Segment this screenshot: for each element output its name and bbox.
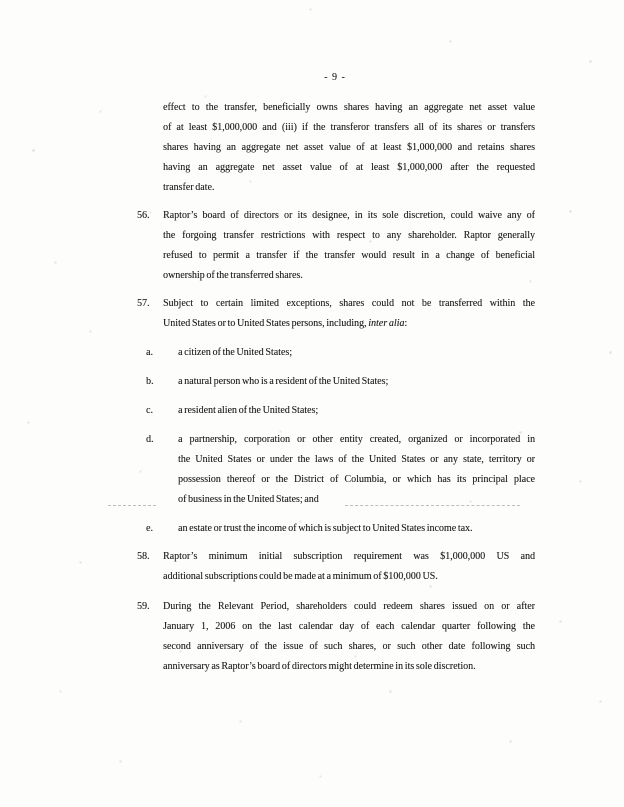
text-line: possession thereof or the District of Columbia, or which has its principal place (178, 474, 535, 485)
text-line: shares having an aggregate net asset value of at least $1,000,000 and retains shares (163, 142, 535, 153)
text-line: Raptor’s board of directors or its designee, in its sole discretion, could waive any of (163, 210, 535, 221)
paragraph-number: 56. (137, 210, 150, 221)
item-letter: a. (146, 347, 153, 358)
text-line: transfer date. (163, 182, 215, 193)
text-line: ownership of the transferred shares. (163, 270, 303, 281)
paragraph-58 (137, 547, 535, 587)
paragraph-number: 57. (137, 298, 150, 309)
text-line: second anniversary of the issue of such shares, or such other date following such (163, 641, 535, 652)
text-line: a resident alien of the United States; (178, 405, 319, 416)
scan-artifact-dashes (345, 505, 520, 506)
list-item-d (146, 430, 535, 510)
text-line: the United States or under the laws of the United States or any state, territory or (178, 454, 535, 465)
paragraph-number: 59. (137, 601, 150, 612)
text-line: January 1, 2006 on the last calendar day of each calendar quarter following the (163, 621, 535, 632)
text-line: additional subscriptions could be made at a minimum of $100,000 US. (163, 571, 438, 582)
page-number: - 9 - (324, 72, 346, 83)
text-line: During the Relevant Period, shareholders could redeem shares issued on or after (163, 601, 535, 612)
scan-noise-speckles (0, 0, 1, 1)
text-line: a citizen of the United States; (178, 347, 293, 358)
item-letter: b. (146, 376, 154, 387)
list-item-b (146, 372, 535, 392)
paragraph-59 (137, 597, 535, 677)
text-line: Raptor’s minimum initial subscription requirement was $1,000,000 US and (163, 551, 535, 562)
paragraph-57 (137, 294, 535, 539)
list-item-c (146, 401, 535, 421)
document-body (137, 98, 535, 677)
paragraph-continuation (163, 98, 535, 198)
item-letter: d. (146, 434, 154, 445)
text-line: an estate or trust the income of which is subject to United States income tax. (178, 523, 473, 534)
text-segment: United States or to United States persons, including, (163, 318, 369, 329)
text-segment: : (404, 318, 408, 329)
text-line: effect to the transfer, beneficially owns shares having an aggregate net asset value (163, 102, 535, 113)
paragraph-56 (137, 206, 535, 286)
list-item-a (146, 343, 535, 363)
list-item-e (146, 519, 535, 539)
text-line: a natural person who is a resident of the United States; (178, 376, 389, 387)
text-line: having an aggregate net asset value of at least $1,000,000 after the requested (163, 162, 535, 173)
text-line (163, 314, 535, 334)
latin-phrase-italic: inter alia (368, 318, 405, 329)
text-line: the forgoing transfer restrictions with respect to any shareholder. Raptor generally (163, 230, 535, 241)
scan-artifact-dashes (108, 505, 156, 506)
text-line: of business in the United States; and (178, 494, 319, 505)
item-letter: c. (146, 405, 153, 416)
item-letter: e. (146, 523, 153, 534)
text-line: of at least $1,000,000 and (iii) if the transferor transfers all of its shares or transfers (163, 122, 535, 133)
text-line: Subject to certain limited exceptions, shares could not be transferred within the (163, 298, 535, 309)
paragraph-number: 58. (137, 551, 150, 562)
text-line: a partnership, corporation or other entity created, organized or incorporated in (178, 434, 535, 445)
text-line: refused to permit a transfer if the transfer would result in a change of beneficial (163, 250, 535, 261)
text-line: anniversary as Raptor’s board of directors might determine in its sole discretion. (163, 661, 476, 672)
